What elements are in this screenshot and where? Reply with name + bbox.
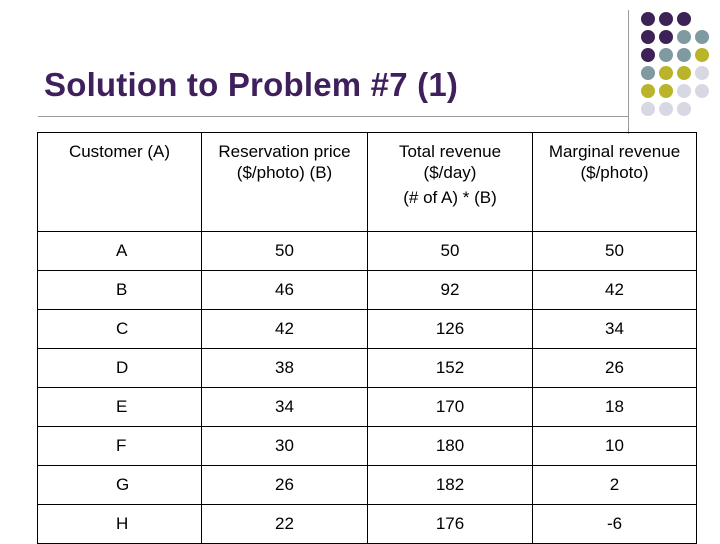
cell-customer: A — [38, 232, 202, 271]
decorative-dot — [641, 48, 655, 62]
cell-marginal-revenue: 34 — [533, 310, 697, 349]
decorative-dot — [677, 66, 691, 80]
cell-reservation-price: 34 — [202, 388, 368, 427]
header-total-revenue — [368, 133, 533, 232]
decorative-dot — [659, 12, 673, 26]
decorative-dot — [659, 84, 673, 98]
header-customer: Customer (A) — [38, 133, 202, 232]
cell-marginal-revenue: 2 — [533, 466, 697, 505]
decorative-dot — [677, 102, 691, 116]
decorative-dot — [641, 84, 655, 98]
cell-reservation-price: 30 — [202, 427, 368, 466]
table-row — [38, 388, 697, 427]
cell-reservation-price: 46 — [202, 271, 368, 310]
table-row — [38, 505, 697, 544]
decorative-dot — [641, 102, 655, 116]
cell-total-revenue: 180 — [368, 427, 533, 466]
table-row — [38, 271, 697, 310]
slide-title: Solution to Problem #7 (1) — [44, 66, 459, 103]
cell-customer: F — [38, 427, 202, 466]
cell-customer: D — [38, 349, 202, 388]
cell-customer: H — [38, 505, 202, 544]
decorative-dot — [677, 30, 691, 44]
decorative-dot — [677, 12, 691, 26]
table-row — [38, 466, 697, 505]
cell-total-revenue: 170 — [368, 388, 533, 427]
cell-customer: B — [38, 271, 202, 310]
cell-reservation-price: 42 — [202, 310, 368, 349]
header-reservation-price: Reservation price ($/photo) (B) — [202, 133, 368, 232]
decorative-dot — [659, 30, 673, 44]
cell-total-revenue: 176 — [368, 505, 533, 544]
cell-reservation-price: 22 — [202, 505, 368, 544]
table-row — [38, 349, 697, 388]
cell-marginal-revenue: 50 — [533, 232, 697, 271]
table-row — [38, 232, 697, 271]
cell-marginal-revenue: 18 — [533, 388, 697, 427]
cell-reservation-price: 26 — [202, 466, 368, 505]
decorative-dot — [695, 66, 709, 80]
decorative-dot — [659, 48, 673, 62]
cell-marginal-revenue: 42 — [533, 271, 697, 310]
header-total-revenue-title: Total revenue ($/day) — [398, 142, 502, 182]
cell-total-revenue: 126 — [368, 310, 533, 349]
header-marginal-revenue: Marginal revenue ($/photo) — [533, 133, 697, 232]
cell-customer: E — [38, 388, 202, 427]
cell-marginal-revenue: 10 — [533, 427, 697, 466]
vertical-divider — [628, 10, 629, 134]
decorative-dot — [677, 84, 691, 98]
title-divider — [38, 116, 628, 117]
decorative-dot — [677, 48, 691, 62]
header-total-revenue-formula: (# of A) * (B) — [403, 188, 497, 207]
decorative-dot — [695, 30, 709, 44]
revenue-table — [37, 132, 697, 544]
decorative-dot — [641, 12, 655, 26]
cell-reservation-price: 38 — [202, 349, 368, 388]
table-row — [38, 310, 697, 349]
table-row — [38, 427, 697, 466]
cell-total-revenue: 182 — [368, 466, 533, 505]
cell-marginal-revenue: -6 — [533, 505, 697, 544]
decorative-dot — [641, 30, 655, 44]
decorative-dot — [695, 84, 709, 98]
cell-customer: G — [38, 466, 202, 505]
decorative-dot — [641, 66, 655, 80]
decorative-dot — [659, 102, 673, 116]
cell-total-revenue: 152 — [368, 349, 533, 388]
table-header-row — [38, 133, 697, 232]
cell-marginal-revenue: 26 — [533, 349, 697, 388]
cell-reservation-price: 50 — [202, 232, 368, 271]
decorative-dot — [659, 66, 673, 80]
cell-customer: C — [38, 310, 202, 349]
cell-total-revenue: 50 — [368, 232, 533, 271]
decorative-dot — [695, 48, 709, 62]
cell-total-revenue: 92 — [368, 271, 533, 310]
